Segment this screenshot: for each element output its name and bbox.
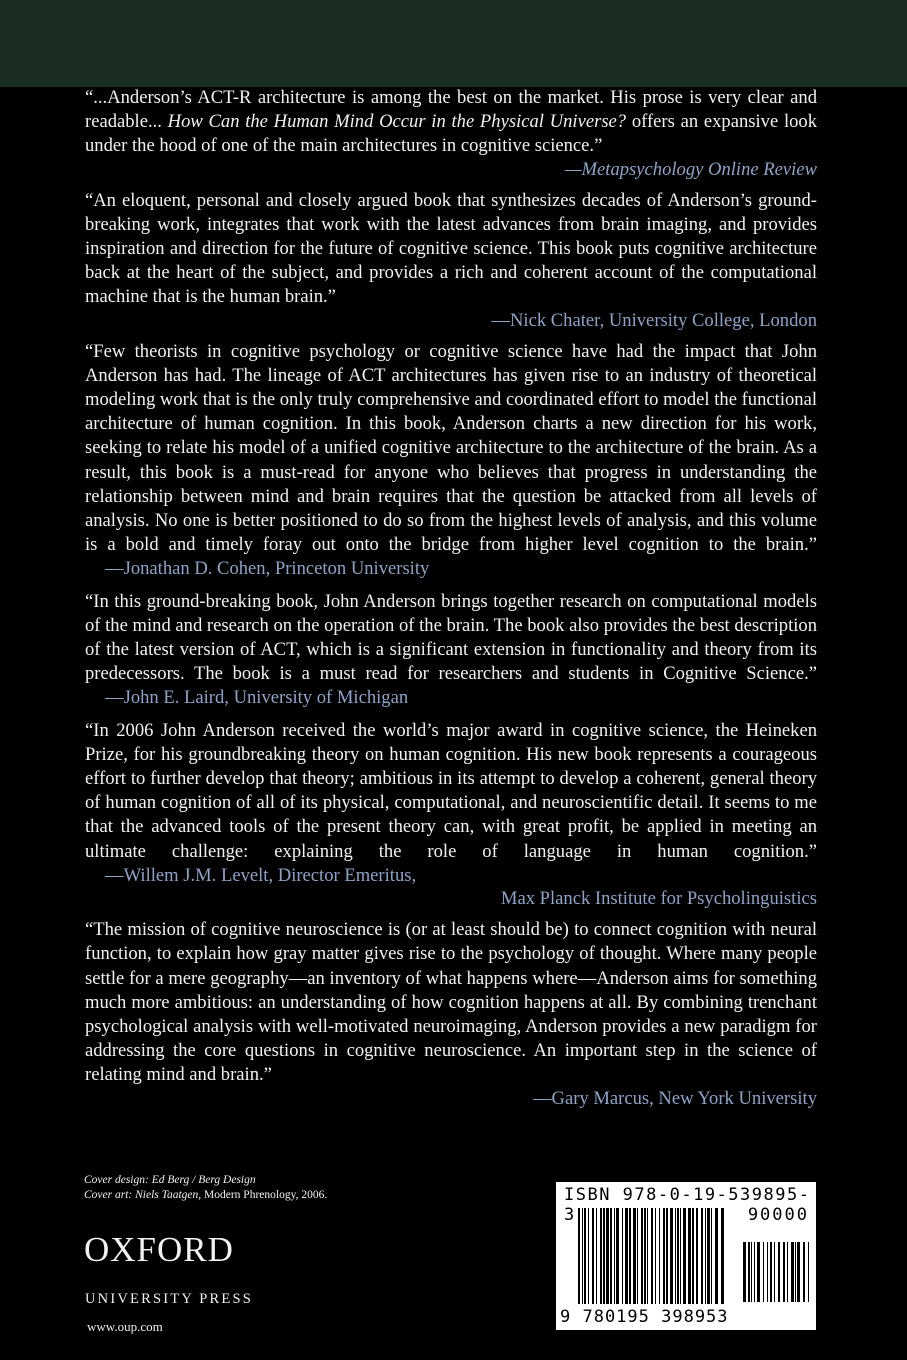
- barcode-bar: [701, 1208, 703, 1304]
- barcode-bar: [588, 1208, 589, 1304]
- barcode-bar: [680, 1208, 681, 1304]
- cover-art-credit: [84, 1188, 327, 1203]
- barcode-bar: [748, 1242, 750, 1302]
- isbn-barcode: [556, 1182, 816, 1330]
- quote-text: “...Anderson’s ACT-R architecture is among the best on the market. His prose is very clear and readable...: [85, 87, 817, 133]
- barcode-bar: [721, 1208, 724, 1304]
- book-title: How Can the Human Mind Occur in the Physical Universe?: [167, 111, 627, 133]
- quote-attribution: —Willem J.M. Levelt, Director Emeritus,: [105, 864, 417, 886]
- quote-text: “The mission of cognitive neuroscience is (or at least should be) to connect cognition with neural function, to explain how gray matter gives rise to the psychology of thought. Where many people settle for a mere geography—an inventory of what happens where—Anderson aims for something much more ambitious: an understanding of how cognition happens at all. By combining trenchant psychological analysis with well-motivated neuroimaging, Anderson provides a new paradigm for addressing the core questions in cognitive neuroscience. An important step in the science of relating mind and brain.”: [85, 919, 817, 1086]
- publisher-url: www.oup.com: [87, 1319, 163, 1334]
- barcode-bar: [592, 1208, 594, 1304]
- barcode-bar: [584, 1208, 586, 1304]
- barcode-bar: [767, 1242, 768, 1302]
- review-quote-1: [85, 86, 817, 181]
- barcode-bar: [655, 1208, 656, 1304]
- barcode-bar: [770, 1242, 772, 1302]
- barcode-bar: [641, 1208, 643, 1304]
- isbn-label: ISBN 978-0-19-539895-3: [564, 1185, 811, 1225]
- barcode-bar: [633, 1208, 636, 1304]
- barcode-bar: [606, 1208, 609, 1304]
- barcode-bar: [625, 1208, 628, 1304]
- quote-attribution-affiliation: Max Planck Institute for Psycholinguistics: [500, 888, 817, 910]
- barcode-bar: [614, 1208, 615, 1304]
- barcode-bar: [683, 1208, 686, 1304]
- quote-text: “In this ground-breaking book, John Anderson brings together research on computational models of the mind and research on the operation of the brain. The book also provides the best description of the latest version of ACT, which is a significant extension in functionality and theory from its predecessors. The book is a must read for researchers and students in Cognitive Science.”: [85, 590, 817, 685]
- barcode-bar: [707, 1208, 710, 1304]
- barcode-bar: [757, 1242, 760, 1302]
- barcode-bar: [666, 1208, 668, 1304]
- review-quote-3: [85, 340, 817, 582]
- quote-attribution: —Metapsychology Online Review: [565, 158, 817, 180]
- barcode-bar: [783, 1242, 785, 1302]
- barcode-bar: [600, 1208, 602, 1304]
- barcode-bar: [670, 1208, 673, 1304]
- barcode-bar: [754, 1242, 755, 1302]
- review-quote-2: [85, 189, 817, 332]
- barcode-bar: [651, 1208, 653, 1304]
- cover-art-title: Modern Phrenology, 2006.: [204, 1188, 328, 1201]
- barcode-bar: [578, 1208, 580, 1304]
- quote-text: “An eloquent, personal and closely argued book that synthesizes decades of Anderson’s ground-breaking work, integrates that work with the latest advances from brain imaging, and provides inspiration and direction for the future of cognitive science. This book puts cognitive architecture back at the heart of the subject, and provides a rich and coherent account of the computational machine that is the human brain.”: [85, 189, 817, 308]
- barcode-bar: [743, 1242, 746, 1302]
- quote-attribution: —Nick Chater, University College, London: [491, 309, 817, 331]
- quote-text: “Few theorists in cognitive psychology or cognitive science have had the impact that John Anderson has had. The lineage of ACT architectures has given rise to an industry of theoretical modeling work that is the only truly comprehensive and coordinated effort to model the functional architecture of human cognition. In this book, Anderson charts a new direction for his work, seeking to relate his model of a unified cognitive architecture to the architecture of the brain. As a result, this book is a must-read for anyone who believes that progress in understanding the relationship between mind and brain requires that the question be attacked from all levels of analysis. No one is better positioned to do so from the highest levels of analysis, and this volume is a bold and timely foray out onto the bridge from higher level cognition to the brain.”: [85, 340, 817, 556]
- barcode-bar: [659, 1208, 660, 1304]
- barcode-bar: [677, 1208, 679, 1304]
- barcode-bar: [622, 1208, 623, 1304]
- barcode-bar: [603, 1208, 605, 1304]
- barcode-bar: [616, 1208, 619, 1304]
- barcode-bar: [692, 1208, 694, 1304]
- barcode-bar: [644, 1208, 646, 1304]
- barcode-bar: [774, 1242, 775, 1302]
- barcode-bar: [797, 1242, 800, 1302]
- ean-digits: 9 780195 398953: [560, 1307, 729, 1327]
- barcode-bar: [711, 1208, 712, 1304]
- barcode-bar: [596, 1208, 597, 1304]
- quote-attribution: —Gary Marcus, New York University: [532, 1087, 817, 1109]
- top-color-band: [0, 0, 907, 87]
- barcode-bar: [610, 1208, 612, 1304]
- barcode-bar: [808, 1242, 809, 1302]
- barcode-bar: [647, 1208, 648, 1304]
- barcode-bar: [787, 1242, 788, 1302]
- barcode-bar: [715, 1208, 718, 1304]
- barcode-bar: [675, 1208, 676, 1304]
- barcode-bar: [791, 1242, 794, 1302]
- quote-attribution: —John E. Laird, University of Michigan: [105, 687, 409, 709]
- barcode-bar: [663, 1208, 665, 1304]
- barcode-bar: [688, 1208, 691, 1304]
- barcode-bar: [696, 1208, 698, 1304]
- cover-art-label: Cover art: Niels Taatgen,: [84, 1188, 205, 1201]
- barcode-bar: [637, 1208, 638, 1304]
- barcode-bar: [795, 1242, 796, 1302]
- barcode-bar: [751, 1242, 752, 1302]
- review-quotes: [85, 86, 817, 1118]
- barcode-bar: [778, 1242, 780, 1302]
- barcode-bar: [705, 1208, 706, 1304]
- publisher-subtitle: UNIVERSITY PRESS: [85, 1291, 254, 1307]
- publisher-logo: OXFORD: [84, 1230, 234, 1269]
- review-quote-6: [85, 918, 817, 1109]
- barcode-bar: [803, 1242, 805, 1302]
- review-quote-4: [85, 590, 817, 711]
- barcode-bar: [582, 1208, 583, 1304]
- quote-text: “In 2006 John Anderson received the world’s major award in cognitive science, the Heineken Prize, for his groundbreaking theory on human cognition. His new book represents a courageous effort to further develop that theory; ambitious in its attempt to develop a coherent, general theory of human cognition of all of its physical, computational, and neuroscientific detail. It seems to me that the advanced tools of the present theory can, with great profit, be applied in meeting an ultimate challenge: explaining the role of language in human cognition.”: [85, 719, 817, 862]
- cover-design-credit: Cover design: Ed Berg / Berg Design: [84, 1174, 256, 1186]
- cover-credits: [84, 1173, 327, 1202]
- barcode-bar: [763, 1242, 764, 1302]
- quote-text: offers an expansive look under the hood of one of the main architectures in cognitive science.”: [85, 111, 817, 157]
- review-quote-5: [85, 719, 817, 910]
- price-code: 90000: [747, 1205, 809, 1225]
- barcode-bar: [629, 1208, 631, 1304]
- quote-attribution: —Jonathan D. Cohen, Princeton University: [105, 558, 430, 580]
